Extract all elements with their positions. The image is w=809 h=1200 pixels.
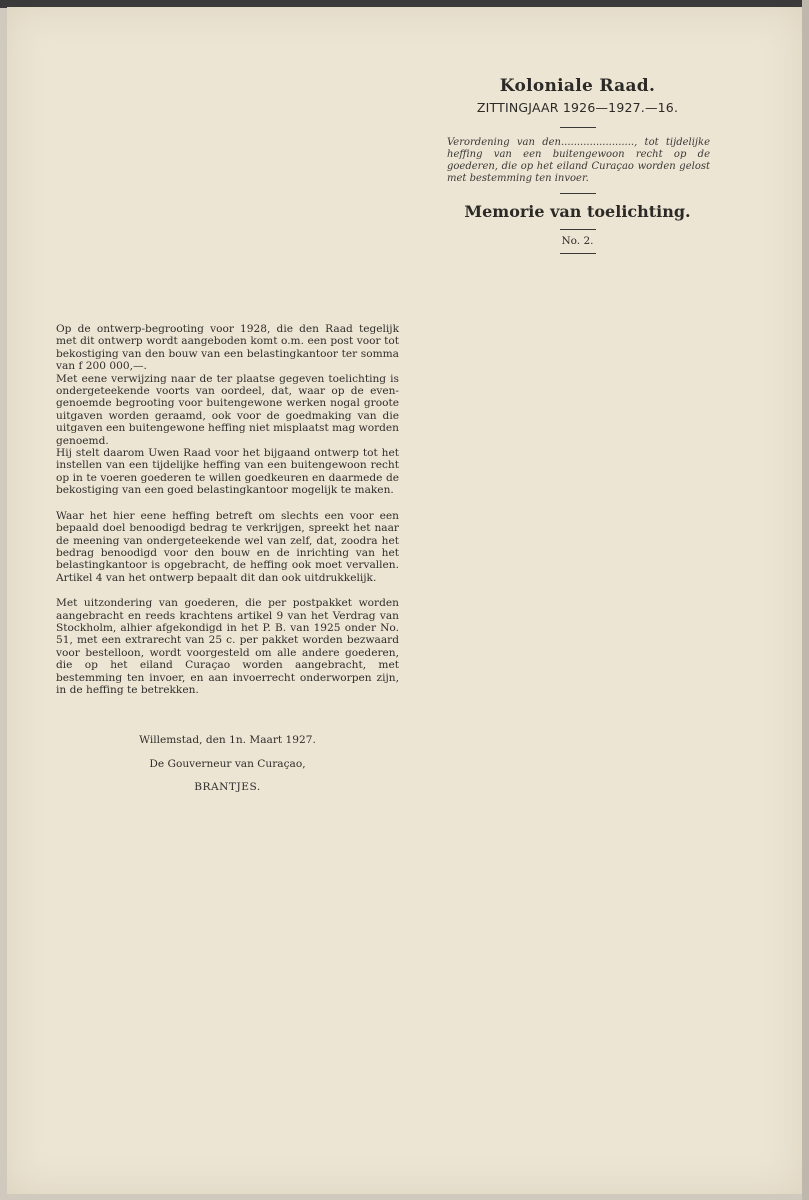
document-title: Memorie van toelichting.	[464, 202, 691, 221]
number-divider-top	[560, 229, 596, 230]
scan-right-edge	[802, 0, 809, 1200]
title-divider	[560, 193, 596, 194]
session-line: ZITTINGJAAR 1926—1927.—16.	[476, 100, 679, 115]
document-number: No. 2.	[561, 235, 594, 247]
ordinance-description: Verordening van den......................., tot tijdelijke heffing van een buitengewoon recht op de goederen, die op het eiland Curaçao worden gelost met bestemming ten invoer.	[447, 137, 710, 184]
document-header	[445, 70, 710, 254]
paragraph-gap	[56, 584, 399, 597]
body-paragraph: Waar het hier eene heffing betreft om slechts een voor een bepaald doel benoodigd bedrag te verkrijgen, spreekt het naar de meening van ondergeteekende wel van zelf, dat, zoodra het bedrag benoodigd voor den bouw en de inrichting van het belastingkantoor is opgebracht, de heffing ook moet vervallen. Artikel 4 van het ontwerp bepaalt dit dan ook uitdrukkelijk.	[56, 509, 399, 584]
place-and-date: Willemstad, den 1n. Maart 1927.	[139, 734, 316, 746]
body-paragraph: Hij stelt daarom Uwen Raad voor het bijgaand ontwerp tot het instellen van een tijdelijke heffing van een buitengewoon recht op in te voeren goederen te willen goedkeuren en daarmede de bekostiging van een goed belastingkantoor mogelijk te maken.	[56, 447, 399, 497]
memorandum-body	[56, 323, 399, 696]
body-paragraph: Op de ontwerp-begrooting voor 1928, die den Raad tegelijk met dit ontwerp wordt aangeboden komt o.m. een post voor tot bekostiging van den bouw van een belastingkantoor ter somma van f 200 000,—.	[56, 323, 399, 373]
body-paragraph: Met uitzondering van goederen, die per postpakket worden aangebracht en reeds krachtens artikel 9 van het Verdrag van Stockholm, alhier afgekondigd in het P. B. van 1925 onder No. 51, met een extrarecht van 25 c. per pakket worden bezwaard voor bestelloon, wordt voorgesteld om alle andere goederen, die op het eiland Curaçao worden aangebracht, met bestemming ten invoer, en aan invoerrecht onderworpen zijn, in de heffing te betrekken.	[56, 597, 399, 696]
header-divider	[560, 127, 596, 128]
number-divider-bottom	[560, 253, 596, 254]
paragraph-gap	[56, 497, 399, 510]
council-title: Koloniale Raad.	[499, 76, 656, 96]
signatory-name: BRANTJES.	[194, 781, 261, 793]
governor-title: De Gouverneur van Curaçao,	[149, 758, 306, 770]
body-paragraph: Met eene verwijzing naar de ter plaatse gegeven toelichting is ondergeteekende voorts van oordeel, dat, waar op de even-genoemde begrooting voor buitengewone werken nogal groote uitgaven worden geraamd, ook voor de goedmaking van die uitgaven een buitengewone heffing niet misplaatst mag worden genoemd.	[56, 372, 400, 447]
